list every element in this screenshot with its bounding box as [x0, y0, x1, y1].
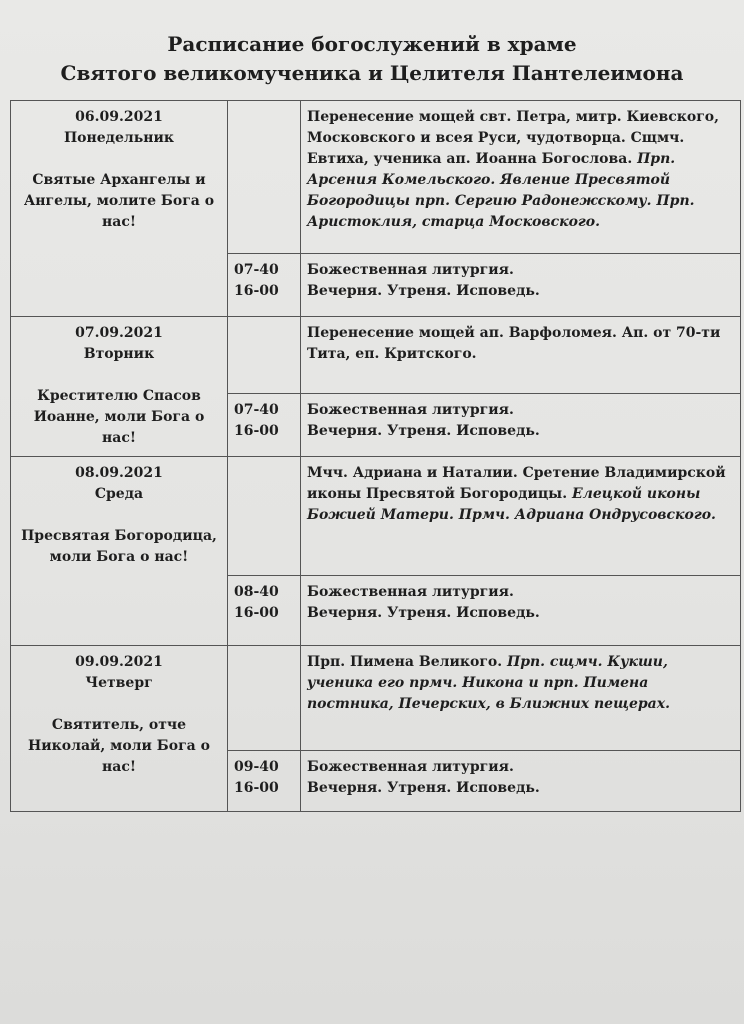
empty-time-cell [228, 457, 301, 576]
day-prayer: Пресвятая Богородица, моли Бога о нас! [21, 528, 217, 565]
service-time: 07-40 [234, 402, 279, 418]
feast-description [301, 317, 741, 394]
document-title [0, 30, 744, 88]
day-date: 08.09.2021 [75, 465, 163, 481]
day-weekday: Вторник [83, 346, 155, 362]
service-name: Божественная литургия. [307, 759, 514, 775]
feast-description [301, 101, 741, 254]
day-weekday: Четверг [85, 675, 153, 691]
title-line-1: Расписание богослужений в храме [167, 32, 577, 56]
feast-text: Прп. Пимена Великого. [307, 654, 503, 670]
schedule-table [10, 100, 741, 812]
service-list [301, 254, 741, 317]
service-time: 09-40 [234, 759, 279, 775]
service-time: 16-00 [234, 283, 279, 299]
service-time: 16-00 [234, 423, 279, 439]
service-name: Вечерня. Утреня. Исповедь. [307, 423, 540, 439]
day-row-3 [11, 457, 741, 576]
feast-text-italic: Прп. сщмч. Кукши, ученика его прмч. Никона и прп. Пимена постника, Печерских, в Ближних пещерах. [307, 654, 670, 712]
service-name: Вечерня. Утреня. Исповедь. [307, 283, 540, 299]
day-cell [11, 646, 228, 812]
day-prayer: Крестителю Спасов Иоанне, моли Бога о нас! [33, 388, 205, 446]
day-row-4 [11, 646, 741, 751]
feast-description [301, 646, 741, 751]
service-list [301, 576, 741, 646]
service-name: Божественная литургия. [307, 262, 514, 278]
day-date: 07.09.2021 [75, 325, 163, 341]
service-name: Божественная литургия. [307, 584, 514, 600]
day-row-2 [11, 317, 741, 394]
day-date: 09.09.2021 [75, 654, 163, 670]
empty-time-cell [228, 646, 301, 751]
day-prayer: Святые Архангелы и Ангелы, молите Бога о нас! [23, 172, 215, 230]
day-cell [11, 101, 228, 317]
service-time: 16-00 [234, 780, 279, 796]
service-time: 08-40 [234, 584, 279, 600]
title-line-2: Святого великомученика и Целителя Пантелеимона [60, 61, 684, 85]
day-row-1 [11, 101, 741, 254]
service-name: Вечерня. Утреня. Исповедь. [307, 780, 540, 796]
service-times [228, 751, 301, 812]
service-time: 16-00 [234, 605, 279, 621]
service-time: 07-40 [234, 262, 279, 278]
feast-text: Перенесение мощей ап. Варфоломея. Ап. от 70-ти Тита, еп. Критского. [307, 325, 721, 362]
day-weekday: Понедельник [63, 130, 175, 146]
day-prayer: Святитель, отче Николай, моли Бога о нас! [28, 717, 210, 775]
service-name: Вечерня. Утреня. Исповедь. [307, 605, 540, 621]
service-name: Божественная литургия. [307, 402, 514, 418]
feast-text-italic: Елецкой иконы Божией Матери. Прмч. Адриана Ондрусовского. [307, 486, 716, 523]
feast-text-italic: Прп. Арсения Комельского. Явление Пресвятой Богородицы прп. Сергию Радонежскому. Прп. Аристоклия, старца Московского. [307, 151, 695, 230]
service-list [301, 394, 741, 457]
feast-text: Перенесение мощей свт. Петра, митр. Киевского, Московского и всея Руси, чудотворца. Сщмч. Евтиха, ученика ап. Иоанна Богослова. [307, 109, 719, 167]
feast-text: Мчч. Адриана и Наталии. Сретение Владимирской иконы Пресвятой Богородицы. [307, 465, 726, 502]
empty-time-cell [228, 101, 301, 254]
feast-description [301, 457, 741, 576]
service-times [228, 394, 301, 457]
day-date: 06.09.2021 [75, 109, 163, 125]
day-cell [11, 457, 228, 646]
service-times [228, 254, 301, 317]
day-cell [11, 317, 228, 457]
empty-time-cell [228, 317, 301, 394]
day-weekday: Среда [94, 486, 144, 502]
service-times [228, 576, 301, 646]
service-list [301, 751, 741, 812]
